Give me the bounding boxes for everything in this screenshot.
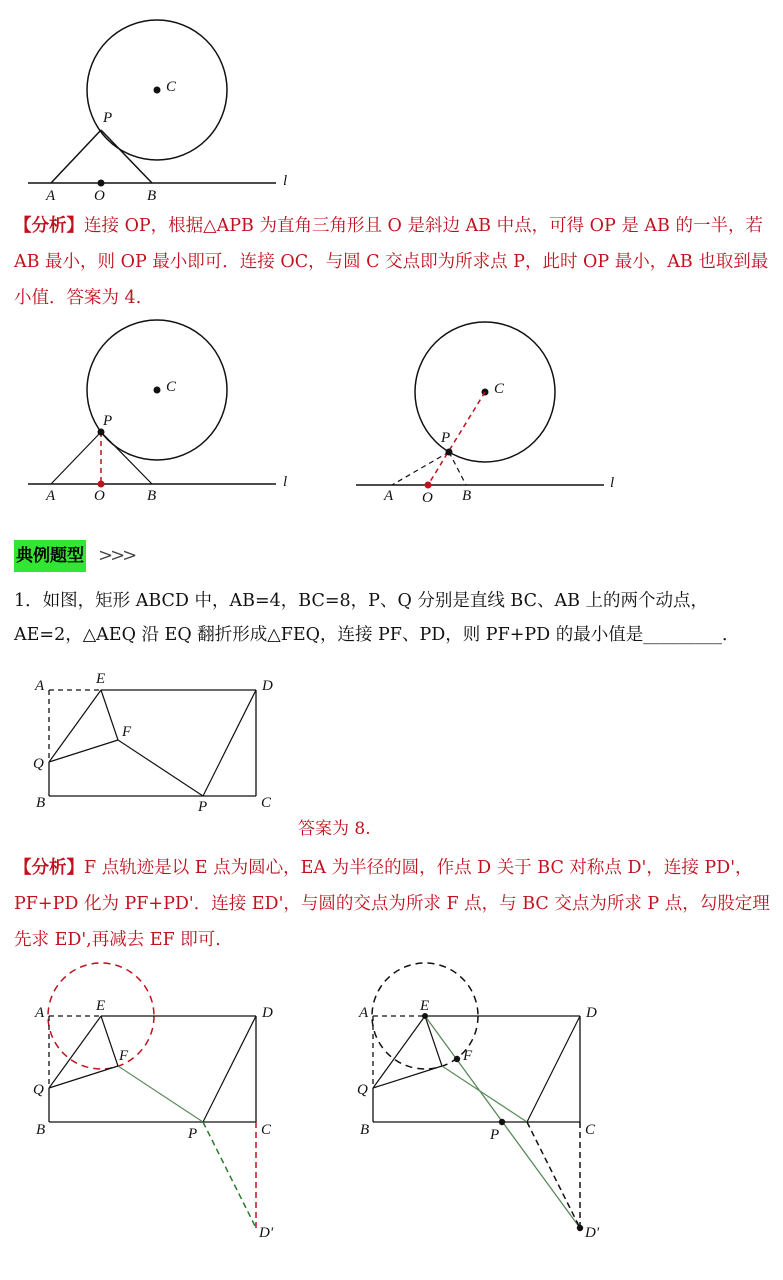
label-f: F bbox=[119, 1048, 129, 1064]
label-b: B bbox=[360, 1122, 370, 1138]
label-a: A bbox=[46, 188, 56, 204]
label-d: D bbox=[262, 678, 273, 694]
label-c: C bbox=[261, 795, 272, 811]
label-d: D bbox=[262, 1005, 273, 1021]
label-c: C bbox=[261, 1122, 272, 1138]
label-p: P bbox=[490, 1127, 500, 1143]
analysis-text: 连接 OP，根据△APB 为直角三角形且 O 是斜边 AB 中点，可得 OP 是 AB 的一半，若 AB 最小，则 OP 最小即可．连接 OC，与圆 C 交点即为所求点 P，此时 OP 最小，AB 也取到最小值．答案为 4. bbox=[14, 216, 769, 308]
label-l: l bbox=[610, 475, 615, 491]
label-b: B bbox=[147, 488, 157, 504]
label-d-prime: D' bbox=[585, 1225, 600, 1241]
label-p: P bbox=[103, 413, 113, 429]
label-e: E bbox=[420, 998, 430, 1014]
label-l: l bbox=[283, 173, 288, 189]
analysis-2 bbox=[14, 850, 774, 958]
label-f: F bbox=[463, 1048, 473, 1064]
figure-circle-tangent bbox=[0, 0, 783, 204]
label-b: B bbox=[36, 1122, 46, 1138]
label-c: C bbox=[494, 381, 505, 397]
label-c: C bbox=[166, 379, 177, 395]
label-q: Q bbox=[33, 756, 44, 772]
label-d-prime: D' bbox=[259, 1225, 274, 1241]
figure-rectangle bbox=[0, 660, 783, 820]
label-a: A bbox=[46, 488, 56, 504]
label-l: l bbox=[283, 474, 288, 490]
label-a: A bbox=[384, 488, 394, 504]
analysis-bracket: 【分析】 bbox=[14, 216, 84, 236]
label-f: F bbox=[122, 724, 132, 740]
label-e: E bbox=[96, 671, 106, 687]
label-b: B bbox=[462, 488, 472, 504]
figure-oc-line bbox=[0, 300, 783, 510]
label-p: P bbox=[198, 799, 208, 815]
label-o: O bbox=[422, 490, 433, 506]
label-a: A bbox=[359, 1005, 369, 1021]
label-b: B bbox=[147, 188, 157, 204]
label-p: P bbox=[103, 110, 113, 126]
label-c: C bbox=[166, 79, 177, 95]
label-q: Q bbox=[33, 1082, 44, 1098]
label-a: A bbox=[35, 678, 45, 694]
label-c: C bbox=[585, 1122, 596, 1138]
label-q: Q bbox=[357, 1082, 368, 1098]
label-p: P bbox=[441, 430, 451, 446]
label-d: D bbox=[586, 1005, 597, 1021]
figure-reflection-right bbox=[0, 955, 783, 1245]
label-a: A bbox=[35, 1005, 45, 1021]
answer-text: 答案为 8. bbox=[298, 819, 371, 839]
label-e: E bbox=[96, 998, 106, 1014]
problem-text: 1．如图，矩形 ABCD 中，AB=4，BC=8，P、Q 分别是直线 BC、AB 上的两个动点，AE=2，△AEQ 沿 EQ 翻折形成△FEQ，连接 PF、PD，则 PF+PD 的最小值是_________． bbox=[14, 591, 740, 645]
label-b: B bbox=[36, 795, 46, 811]
label-p: P bbox=[188, 1126, 198, 1142]
label-o: O bbox=[94, 488, 105, 504]
analysis-text: F 点轨迹是以 E 点为圆心，EA 为半径的圆，作点 D 关于 BC 对称点 D'，连接 PD'，PF+PD 化为 PF+PD'．连接 ED'，与圆的交点为所求 F 点，与 BC 交点为所求 P 点，勾股定理先求 ED',再减去 EF 即可. bbox=[14, 858, 770, 950]
section-tag: 典例题型 bbox=[14, 540, 86, 572]
label-o: O bbox=[94, 188, 105, 204]
section-arrows: >>> bbox=[98, 545, 135, 566]
analysis-bracket: 【分析】 bbox=[14, 858, 84, 878]
